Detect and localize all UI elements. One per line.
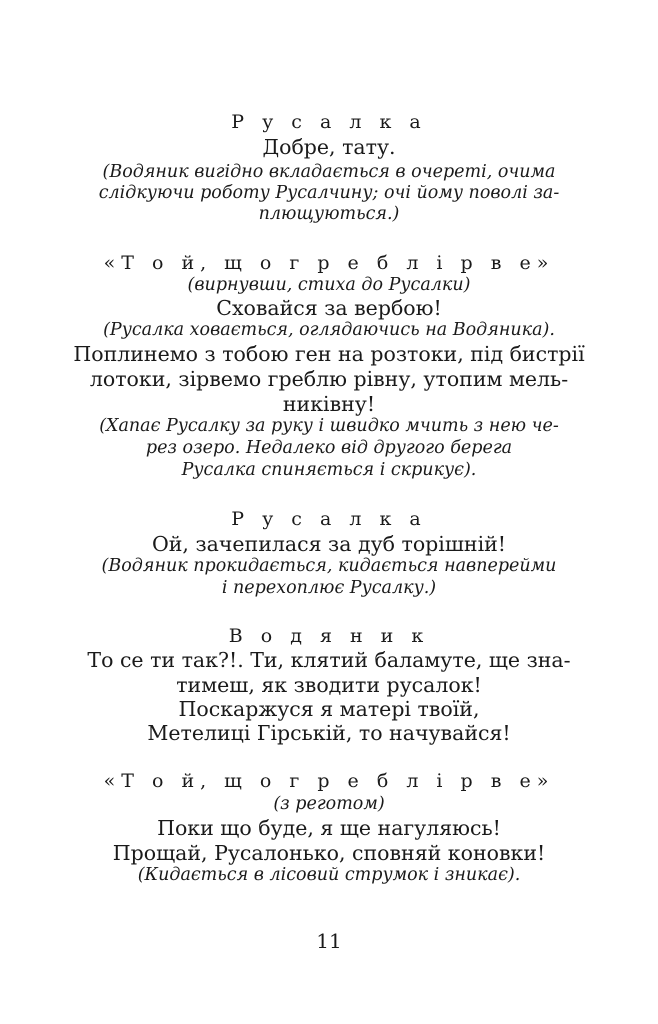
stage-direction-line: (Водяник прокидається, кидається навперейми — [101, 556, 557, 576]
stage-direction-line: рез озеро. Недалеко від другого берега — [145, 438, 513, 458]
speaker-name-toi-shcho-hrebli-rve: «Т о й, щ о г р е б л і р в е» — [103, 770, 555, 792]
speech-line: тимеш, як зводити русалок! — [176, 673, 482, 697]
speaker-name-rusalka: Р у с а л к а — [231, 111, 427, 133]
stage-direction-line: (Водяник вигідно вкладається в очереті, очима — [102, 162, 556, 182]
stage-direction-line: (Русалка ховається, оглядаючись на Водяника). — [103, 320, 555, 340]
speech-line: То се ти так?!. Ти, клятий баламуте, ще зна- — [87, 648, 571, 672]
stage-direction-line: і перехоплює Русалку.) — [221, 578, 437, 598]
speech-line: Поки що буде, я ще нагуляюсь! — [157, 816, 501, 840]
speech-line: Поплинемо з тобою ген на розтоки, під бистрії — [73, 342, 585, 366]
stage-direction-line: слідкуючи роботу Русалчину; очі йому поволі за- — [98, 183, 560, 203]
speech-line: Ой, зачепилася за дуб торішній! — [151, 532, 507, 556]
speech-line: Сховайся за вербою! — [216, 296, 442, 320]
stage-direction-line: (Хапає Русалку за руку і швидко мчить з нею че- — [99, 416, 559, 436]
page-number: 11 — [316, 929, 342, 953]
speaker-name-vodianyk: В о д я н и к — [228, 625, 430, 647]
speech-line: лотоки, зірвемо греблю рівну, утопим мель- — [89, 367, 569, 391]
stage-direction-line: Русалка спиняється і скрикує). — [181, 460, 477, 480]
speaker-name-toi-shcho-hrebli-rve: «Т о й, щ о г р е б л і р в е» — [103, 252, 555, 274]
speech-line: Добре, тату. — [262, 135, 396, 159]
speaker-name-rusalka: Р у с а л к а — [231, 508, 427, 530]
stage-direction-line: (вирнувши, стиха до Русалки) — [187, 275, 471, 295]
speech-line: никівну! — [282, 392, 376, 416]
stage-direction-line: плющуються.) — [258, 204, 400, 224]
stage-direction-line: (з реготом) — [273, 794, 385, 814]
stage-direction-line: (Кидається в лісовий струмок і зникає). — [137, 865, 521, 885]
speech-line: Поскаржуся я матері твоїй, — [178, 697, 480, 721]
speech-line: Метелиці Гірській, то начувайся! — [147, 721, 511, 745]
speech-line: Прощай, Русалонько, сповняй коновки! — [112, 841, 546, 865]
